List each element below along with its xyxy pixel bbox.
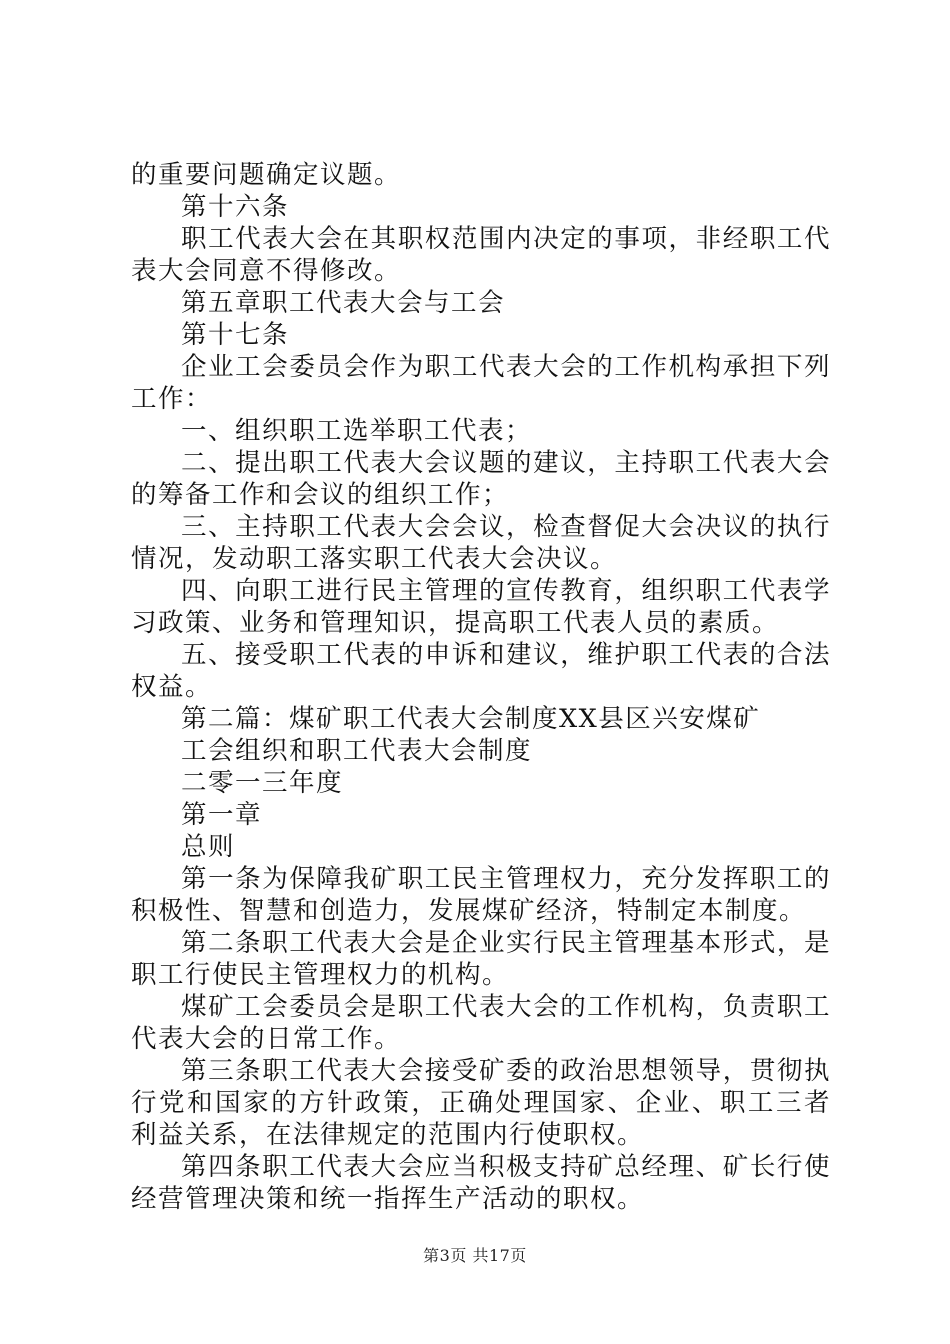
document-body — [131, 159, 831, 1215]
paragraph: 总则 — [181, 832, 236, 862]
paragraph: 煤矿工会委员会是职工代表大会的工作机构，负责职工代表大会的日常工作。 — [131, 992, 831, 1054]
paragraph: 二零一三年度 — [181, 768, 344, 798]
paragraph: 的重要问题确定议题。 — [131, 160, 402, 190]
paragraph: 第二篇：煤矿职工代表大会制度XX县区兴安煤矿 — [181, 704, 761, 734]
paragraph: 第三条职工代表大会接受矿委的政治思想领导，贯彻执行党和国家的方针政策，正确处理国家、企业、职工三者利益关系，在法律规定的范围内行使职权。 — [131, 1056, 831, 1150]
paragraph: 第十六条 — [181, 192, 290, 222]
paragraph: 企业工会委员会作为职工代表大会的工作机构承担下列工作： — [131, 352, 831, 414]
paragraph: 五、接受职工代表的申诉和建议，维护职工代表的合法权益。 — [131, 640, 831, 702]
paragraph: 第二条职工代表大会是企业实行民主管理基本形式，是职工行使民主管理权力的机构。 — [131, 928, 831, 990]
paragraph: 三、主持职工代表大会会议，检查督促大会决议的执行情况，发动职工落实职工代表大会决议。 — [131, 512, 831, 574]
paragraph: 工会组织和职工代表大会制度 — [181, 736, 533, 766]
paragraph: 一、组织职工选举职工代表； — [181, 416, 533, 446]
paragraph: 二、提出职工代表大会议题的建议，主持职工代表大会的筹备工作和会议的组织工作； — [131, 448, 831, 510]
paragraph: 职工代表大会在其职权范围内决定的事项，非经职工代表大会同意不得修改。 — [131, 224, 831, 286]
paragraph: 第五章职工代表大会与工会 — [181, 288, 506, 318]
paragraph: 第一条为保障我矿职工民主管理权力，充分发挥职工的积极性、智慧和创造力，发展煤矿经济，特制定本制度。 — [131, 864, 831, 926]
paragraph: 第一章 — [181, 800, 263, 830]
page-footer: 第3页 共17页 — [423, 1246, 527, 1265]
paragraph: 第四条职工代表大会应当积极支持矿总经理、矿长行使经营管理决策和统一指挥生产活动的职权。 — [131, 1152, 831, 1214]
paragraph: 第十七条 — [181, 320, 290, 350]
paragraph: 四、向职工进行民主管理的宣传教育，组织职工代表学习政策、业务和管理知识，提高职工代表人员的素质。 — [131, 576, 831, 638]
